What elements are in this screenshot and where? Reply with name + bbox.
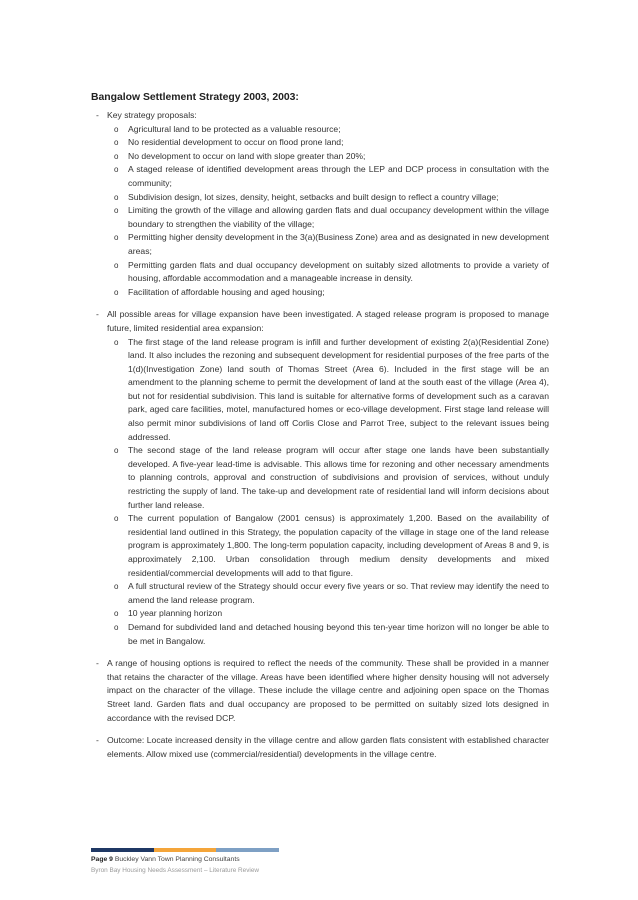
bullet-marker: o: [114, 233, 119, 243]
footer-report-title: Byron Bay Housing Needs Assessment – Literature Review: [91, 867, 260, 874]
dash-marker: -: [96, 658, 99, 669]
sub-item-text: The current population of Bangalow (2001 census) is approximately 1,200. Based on the availability of residential land outlined in this Strategy, the population capacity of the village in stage one of the land release program is approximately 1,800. The long-term population capacity, including development of Areas 8 and 9, is approximately 2,100. Urban consolidation through medium density developments and mixed residential/commercial developments will add to that figure.: [128, 513, 549, 578]
sub-item: [91, 607, 549, 621]
section-1: [91, 109, 549, 123]
bullet-marker: o: [114, 514, 119, 524]
sub-item: [91, 621, 549, 648]
document-body: [91, 109, 549, 761]
sub-item: [91, 123, 549, 137]
bullet-marker: o: [114, 151, 119, 161]
sub-item-text: The first stage of the land release program is infill and further development of existing 2(a)(Residential Zone) land. It also includes the rezoning and subsequent development for residential purposes of the free parts of the 1(d)(Investigation Zone) land south of Thomas Street (Area 6). Included in the first stage will be an amendment to the planning scheme to permit the development of land at the south east of the village (Area 4), but not for residential subdivision. This land is suitable for alternative forms of development such as a caravan park, aged care facilities, motel, manufactured homes or eco-village development. First stage land release will also permit minor subdivisions of land off Corlis Close and Parrot Tree, subject to the relevant issues being addressed.: [128, 336, 549, 442]
sub-item-text: The second stage of the land release program will occur after stage one lands have been substantially developed. A five-year lead-time is advisable. This allows time for rezoning and other necessary amendments to planning controls, approval and construction of subdivisions and provision of services, without unduly restricting the supply of land. The take-up and development rate of residential land will inform decisions about further land release.: [128, 445, 549, 510]
sub-item-text: No residential development to occur on flood prone land;: [128, 137, 344, 148]
sub-item: [91, 163, 549, 190]
footer-bar-segment-blue: [216, 848, 279, 852]
dash-marker: -: [96, 309, 99, 320]
footer-firm-name: Buckley Vann Town Planning Consultants: [114, 856, 240, 863]
bullet-marker: o: [114, 206, 119, 216]
bullet-marker: o: [114, 609, 119, 619]
section-text: Outcome: Locate increased density in the village centre and allow garden flats consistent with established character elements. Allow mixed use (commercial/residential) developments in the village centre.: [107, 735, 549, 759]
bullet-marker: o: [114, 446, 119, 456]
sub-item-text: Agricultural land to be protected as a valuable resource;: [128, 123, 341, 134]
footer-color-bar: [91, 848, 279, 852]
footer-bar-segment-orange: [154, 848, 217, 852]
sub-item: [91, 512, 549, 580]
sub-item: [91, 231, 549, 258]
sub-item: [91, 580, 549, 607]
section-text: Key strategy proposals:: [107, 110, 197, 120]
bullet-marker: o: [114, 260, 119, 270]
sub-item-text: A full structural review of the Strategy should occur every five years or so. That review may identify the need to amend the land release program.: [128, 581, 549, 605]
sub-item: [91, 259, 549, 286]
sub-item-text: Permitting higher density development in the 3(a)(Business Zone) area and as designated in new development areas;: [128, 232, 549, 256]
bullet-marker: o: [114, 138, 119, 148]
sub-item: [91, 191, 549, 205]
footer-bar-segment-navy: [91, 848, 154, 852]
footer-page-number: Page 9: [91, 856, 113, 863]
bullet-marker: o: [114, 165, 119, 175]
section-3: [91, 657, 549, 725]
sub-list: [91, 123, 549, 300]
bullet-marker: o: [114, 287, 119, 297]
bullet-marker: o: [114, 622, 119, 632]
sub-list: [91, 336, 549, 649]
dash-marker: -: [96, 110, 99, 120]
sub-item-text: Limiting the growth of the village and allowing garden flats and dual occupancy development within the village boundary to strengthen the viability of the village;: [128, 205, 549, 229]
dash-marker: -: [96, 735, 99, 746]
section-4: [91, 734, 549, 761]
sub-item: [91, 336, 549, 445]
footer-line: [91, 856, 240, 863]
bullet-marker: o: [114, 192, 119, 202]
sub-item: [91, 204, 549, 231]
sub-item-text: No development to occur on land with slope greater than 20%;: [128, 150, 366, 161]
bullet-marker: o: [114, 124, 119, 134]
document-title: Bangalow Settlement Strategy 2003, 2003:: [91, 92, 299, 103]
sub-item-text: Subdivision design, lot sizes, density, height, setbacks and built design to reflect a country village;: [128, 191, 499, 202]
sub-item: [91, 150, 549, 164]
section-2: [91, 308, 549, 335]
sub-item-text: 10 year planning horizon: [128, 608, 223, 619]
sub-item: [91, 136, 549, 150]
sub-item-text: A staged release of identified development areas through the LEP and DCP process in consultation with the community;: [128, 164, 549, 188]
bullet-marker: o: [114, 337, 119, 347]
sub-item-text: Permitting garden flats and dual occupancy development on suitably sized allotments to provide a variety of housing, affordable accommodation and a manageable increase in density.: [128, 259, 549, 284]
section-text: A range of housing options is required to reflect the needs of the community. These shall be provided in a manner that retains the character of the village. Areas have been identified where higher density housing will not adversely impact on the character of the village. These include the village centre and adjoining open space on the Thomas Street land. Garden flats and dual occupancy are proposed to be permitted on suitably sized lots designed in accordance with the revised DCP.: [107, 658, 549, 723]
sub-item-text: Facilitation of affordable housing and aged housing;: [128, 286, 325, 297]
sub-item: [91, 444, 549, 512]
section-text: All possible areas for village expansion have been investigated. A staged release program is proposed to manage future, limited residential area expansion:: [107, 309, 549, 333]
sub-item-text: Demand for subdivided land and detached housing beyond this ten-year time horizon will no longer be able to be met in Bangalow.: [128, 621, 549, 646]
bullet-marker: o: [114, 582, 119, 592]
sub-item: [91, 286, 549, 300]
